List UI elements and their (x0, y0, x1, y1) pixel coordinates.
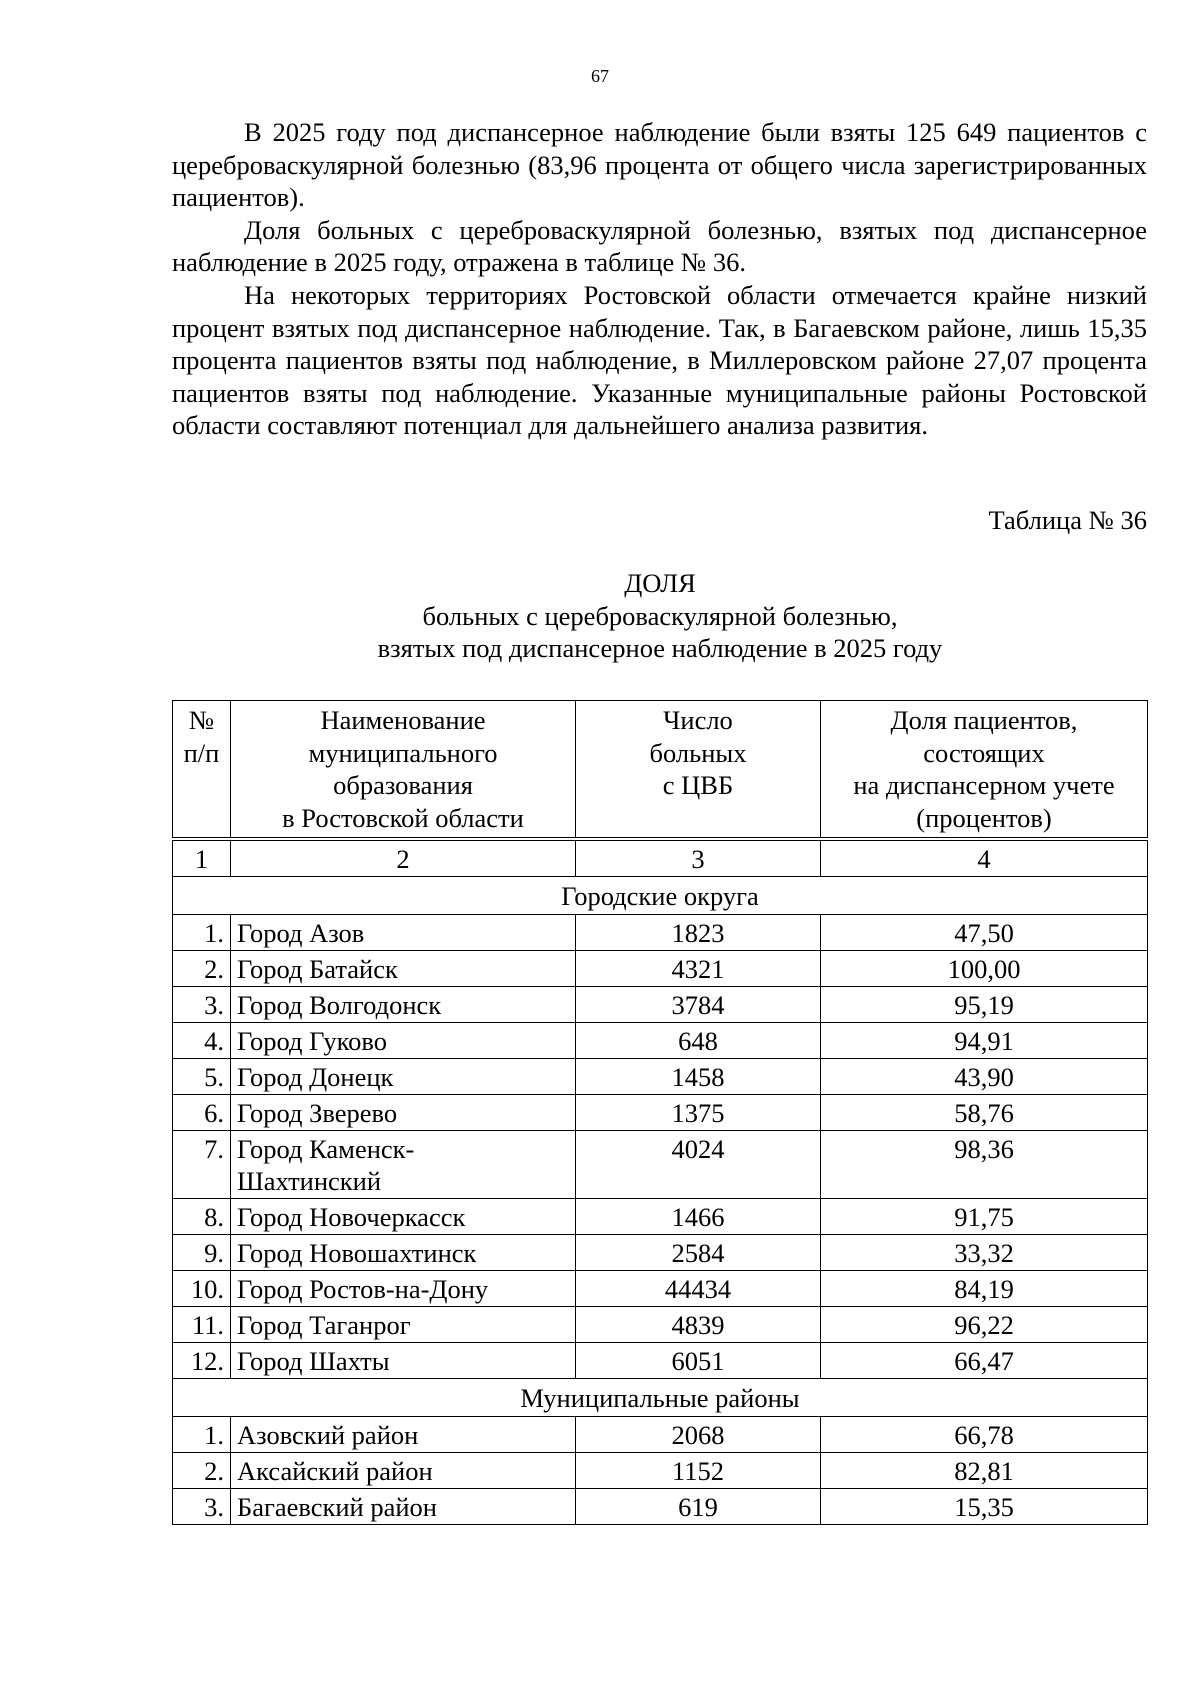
row-count: 4321 (576, 951, 821, 987)
row-name: Город Новочеркасск (231, 1199, 576, 1235)
data-table (172, 700, 1148, 1525)
header-line: п/п (183, 737, 220, 768)
row-count: 1823 (576, 915, 821, 951)
paragraph: Доля больных с цереброваскулярной болезнью, взятых под диспансерное наблюдение в 2025 году, отражена в таблице № 36. (172, 214, 1147, 278)
table-row (173, 1453, 1148, 1489)
row-share: 84,19 (821, 1271, 1148, 1307)
row-name: Аксайский район (231, 1453, 576, 1489)
row-name: Азовский район (231, 1417, 576, 1453)
table-row (173, 1059, 1148, 1095)
header-line: образования (333, 770, 473, 800)
header-line: больных (649, 737, 747, 768)
header-line: с ЦВБ (662, 770, 734, 800)
table-row (173, 1271, 1148, 1307)
row-name: Город Ростов-на-Дону (231, 1271, 576, 1307)
row-num: 6. (173, 1095, 231, 1131)
row-count: 1466 (576, 1199, 821, 1235)
row-name: Багаевский район (231, 1489, 576, 1525)
row-share: 82,81 (821, 1453, 1148, 1489)
row-share: 66,78 (821, 1417, 1148, 1453)
page-number: 67 (591, 66, 609, 86)
header-line: (процентов) (916, 802, 1052, 833)
row-share: 15,35 (821, 1489, 1148, 1525)
table-row (173, 1095, 1148, 1131)
row-name: Город Азов (231, 915, 576, 951)
row-share: 95,19 (821, 987, 1148, 1023)
row-name: Город Зверево (231, 1095, 576, 1131)
row-num: 12. (173, 1343, 231, 1379)
row-share: 91,75 (821, 1199, 1148, 1235)
table-row (173, 1023, 1148, 1059)
header-share (821, 701, 1148, 840)
table-row (173, 1131, 1148, 1199)
table-label: Таблица № 36 (988, 505, 1147, 535)
row-share: 96,22 (821, 1307, 1148, 1343)
row-count: 619 (576, 1489, 821, 1525)
header-line: Наименование (320, 705, 486, 735)
row-num: 1. (173, 1417, 231, 1453)
row-share: 98,36 (821, 1131, 1148, 1199)
row-num: 1. (173, 915, 231, 951)
table-title-line: больных с цереброваскулярной болезнью, (422, 600, 898, 631)
column-number: 4 (821, 839, 1148, 877)
table-row (173, 1199, 1148, 1235)
row-name: Город Гуково (231, 1023, 576, 1059)
table-title (0, 567, 1200, 665)
row-count: 1458 (576, 1059, 821, 1095)
row-num: 7. (173, 1131, 231, 1199)
header-name (231, 701, 576, 840)
row-name-line: Шахтинский (237, 1166, 382, 1196)
row-name: Город Волгодонск (231, 987, 576, 1023)
row-share: 94,91 (821, 1023, 1148, 1059)
table-row (173, 1307, 1148, 1343)
row-count: 1152 (576, 1453, 821, 1489)
header-line: на диспансерном учете (853, 770, 1115, 800)
row-name: Город Донецк (231, 1059, 576, 1095)
header-line: в Ростовской области (282, 802, 524, 833)
row-count: 2584 (576, 1235, 821, 1271)
table-title-line: взятых под диспансерное наблюдение в 2025 году (377, 633, 943, 663)
table-row (173, 915, 1148, 951)
row-num: 5. (173, 1059, 231, 1095)
row-count: 4024 (576, 1131, 821, 1199)
row-count: 4839 (576, 1307, 821, 1343)
row-count: 1375 (576, 1095, 821, 1131)
row-share: 66,47 (821, 1343, 1148, 1379)
row-name: Город Новошахтинск (231, 1235, 576, 1271)
header-count (576, 701, 821, 840)
row-share: 100,00 (821, 951, 1148, 987)
header-line: Число (663, 705, 733, 735)
row-name: Город Таганрог (231, 1307, 576, 1343)
row-name-line: Город Каменск- (237, 1134, 415, 1164)
row-name (231, 1131, 576, 1199)
row-num: 3. (173, 1489, 231, 1525)
row-num: 4. (173, 1023, 231, 1059)
section-title: Муниципальные районы (173, 1379, 1148, 1417)
row-share: 47,50 (821, 915, 1148, 951)
row-name: Город Шахты (231, 1343, 576, 1379)
paragraph: В 2025 году под диспансерное наблюдение были взяты 125 649 пациентов с цереброваскулярной болезнью (83,96 процента от общего числа зарегистрированных пациентов). (172, 117, 1147, 213)
row-num: 2. (173, 1453, 231, 1489)
column-number: 2 (231, 839, 576, 877)
header-line: муниципального (308, 737, 498, 768)
row-num: 10. (173, 1271, 231, 1307)
row-count: 3784 (576, 987, 821, 1023)
body-text (172, 116, 1147, 442)
row-num: 11. (173, 1307, 231, 1343)
row-share: 43,90 (821, 1059, 1148, 1095)
table-title-line: ДОЛЯ (624, 568, 696, 598)
row-num: 2. (173, 951, 231, 987)
column-number: 1 (173, 839, 231, 877)
section-row (173, 877, 1148, 915)
table-row (173, 951, 1148, 987)
row-count: 648 (576, 1023, 821, 1059)
row-count: 44434 (576, 1271, 821, 1307)
section-title: Городские округа (173, 877, 1148, 915)
row-count: 6051 (576, 1343, 821, 1379)
table-row (173, 987, 1148, 1023)
table-row (173, 1489, 1148, 1525)
row-name: Город Батайск (231, 951, 576, 987)
table-header-row (173, 701, 1148, 840)
header-line: состоящих (923, 737, 1045, 768)
header-line: № (188, 705, 215, 735)
row-num: 3. (173, 987, 231, 1023)
row-share: 33,32 (821, 1235, 1148, 1271)
row-num: 9. (173, 1235, 231, 1271)
section-row (173, 1379, 1148, 1417)
header-num (173, 701, 231, 840)
table-row (173, 1235, 1148, 1271)
row-share: 58,76 (821, 1095, 1148, 1131)
paragraph: На некоторых территориях Ростовской области отмечается крайне низкий процент взятых под диспансерное наблюдение. Так, в Багаевском районе, лишь 15,35 процента пациентов взяты под наблюдение, в Миллеровском районе 27,07 процента пациентов взяты под наблюдение. Указанные муниципальные районы Ростовской области составляют потенциал для дальнейшего анализа развития. (172, 279, 1147, 441)
column-number-row (173, 839, 1148, 877)
column-number: 3 (576, 839, 821, 877)
table-row (173, 1343, 1148, 1379)
row-count: 2068 (576, 1417, 821, 1453)
header-line: Доля пациентов, (890, 705, 1078, 735)
table-row (173, 1417, 1148, 1453)
row-num: 8. (173, 1199, 231, 1235)
